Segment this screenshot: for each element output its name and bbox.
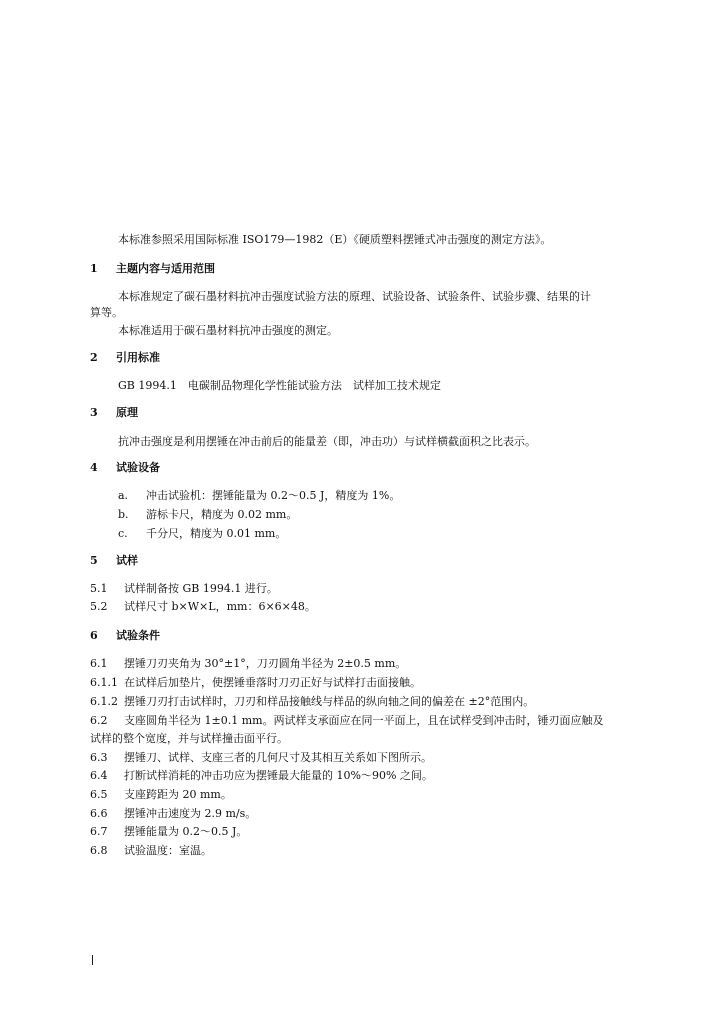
subsection-item: 6.8 试验温度：室温。: [90, 844, 212, 857]
section-3-heading: 3 原理: [90, 406, 138, 419]
subsection-item: 6.1 摆锤刀刃夹角为 30°±1°，刀刃圆角半径为 2±0.5 mm。: [90, 657, 407, 670]
section-1-para: 本标准适用于碳石墨材料抗冲击强度的测定。: [118, 324, 338, 337]
subsection-item: 6.2 支座圆角半径为 1±0.1 mm。两试样支承面应在同一平面上，且在试样受到冲击时，锤刃面应触及: [90, 714, 604, 727]
section-2-para: GB 1994.1 电碳制品物理化学性能试验方法 试样加工技术规定: [118, 379, 441, 392]
subsection-item: 6.1.1 在试样后加垫片，使摆锤垂落时刀刃正好与试样打击面接触。: [90, 676, 421, 689]
page-edge-mark: [92, 955, 93, 965]
subsection-item: 6.1.2 摆锤刀刃打击试样时，刀刃和样品接触线与样品的纵向轴之间的偏差在 ±2°范围内。: [90, 695, 535, 708]
subsection-item: 6.7 摆锤能量为 0.2～0.5 J。: [90, 825, 248, 838]
subsection-item: 5.2 试样尺寸 b×W×L，mm：6×6×48。: [90, 600, 316, 613]
section-3-para: 抗冲击强度是利用摆锤在冲击前后的能量差（即，冲击功）与试样横截面积之比表示。: [118, 435, 536, 448]
section-5-heading: 5 试样: [90, 554, 138, 567]
subsection-item-cont: 试样的整个宽度，并与试样撞击面平行。: [90, 732, 288, 745]
list-item: b. 游标卡尺，精度为 0.02 mm。: [118, 508, 298, 521]
list-item: c. 千分尺，精度为 0.01 mm。: [118, 527, 287, 540]
section-6-heading: 6 试验条件: [90, 629, 160, 642]
section-1-para-cont: 算等。: [90, 306, 123, 319]
section-2-heading: 2 引用标准: [90, 351, 160, 364]
section-1-para: 本标准规定了碳石墨材料抗冲击强度试验方法的原理、试验设备、试验条件、试验步骤、结果的计: [118, 290, 591, 303]
subsection-item: 6.4 打断试样消耗的冲击功应为摆锤最大能量的 10%～90% 之间。: [90, 769, 433, 782]
subsection-item: 6.6 摆锤冲击速度为 2.9 m/s。: [90, 807, 257, 820]
subsection-item: 6.3 摆锤刀、试样、支座三者的几何尺寸及其相互关系如下图所示。: [90, 751, 432, 764]
intro-paragraph: 本标准参照采用国际标准 ISO179—1982（E）《硬质塑料摆锤式冲击强度的测定方法》。: [118, 233, 552, 246]
list-item: a. 冲击试验机：摆锤能量为 0.2～0.5 J，精度为 1%。: [118, 489, 401, 502]
section-4-heading: 4 试验设备: [90, 461, 160, 474]
section-1-heading: 1 主题内容与适用范围: [90, 262, 215, 275]
subsection-item: 5.1 试样制备按 GB 1994.1 进行。: [90, 582, 278, 595]
subsection-item: 6.5 支座跨距为 20 mm。: [90, 788, 232, 801]
